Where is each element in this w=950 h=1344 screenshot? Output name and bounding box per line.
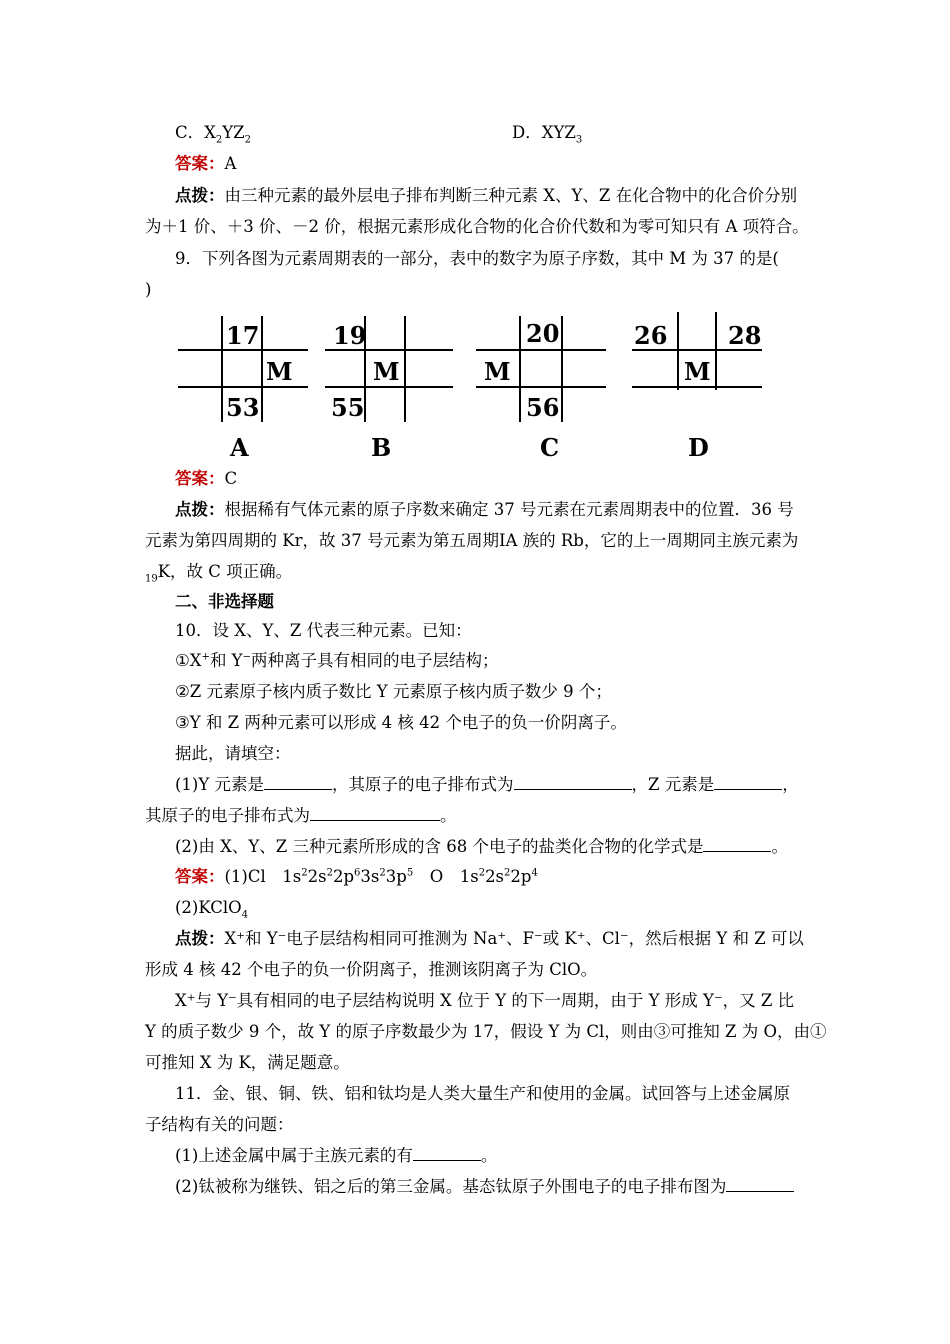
q11-stem-line2: 子结构有关的问题： <box>145 1115 294 1134</box>
q8-hint: 点拨：由三种元素的最外层电子排布判断三种元素 X、Y、Z 在化合物中的化合价分别 <box>175 186 798 205</box>
figure-c <box>476 312 608 466</box>
figure-label: B <box>371 433 392 462</box>
q10-stem: 10．设 X、Y、Z 代表三种元素。已知： <box>175 621 472 640</box>
q10-part2: (2)由 X、Y、Z 三种元素所形成的含 68 个电子的盐类化合物的化学式是 。 <box>175 837 788 856</box>
blank[interactable] <box>264 775 332 790</box>
cell-top-left: 26 <box>634 321 668 350</box>
q11-part2: (2)钛被称为继铁、铝之后的第三金属。基态钛原子外围电子的电子排布图为 <box>175 1176 835 1198</box>
q10-answer2: (2)KClO$_4$ <box>175 898 249 921</box>
q11-stem: 11．金、银、铜、铁、铝和钛均是人类大量生产和使用的金属。试回答与上述金属原 <box>175 1084 790 1103</box>
q10-cond3: ③Y 和 Z 两种元素可以形成 4 核 42 个电子的负一价阴离子。 <box>175 713 627 732</box>
q9-hint-line3: $_{19}$K，故 C 项正确。 <box>145 562 293 585</box>
blank[interactable] <box>726 1177 794 1192</box>
q8-answer: 答案：A <box>175 154 237 173</box>
q10-hint-line4: Y 的质子数少 9 个，故 Y 的原子序数最少为 17，假设 Y 为 Cl，则由③可推知 Z 为 O，由① <box>145 1022 827 1041</box>
figure-a <box>178 312 308 466</box>
figure-b <box>325 312 455 466</box>
figure-label: A <box>230 433 249 462</box>
cell-m: M <box>266 357 293 386</box>
q9-stem: 9．下列各图为元素周期表的一部分，表中的数字为原子序数，其中 M 为 37 的是( <box>175 249 779 268</box>
blank[interactable] <box>310 806 440 821</box>
q10-hint-line5: 可推知 X 为 K，满足题意。 <box>145 1053 350 1072</box>
q10-hint-line3: X⁺与 Y⁻具有相同的电子层结构说明 X 位于 Y 的下一周期，由于 Y 形成 Y⁻，又 Z 比 <box>175 991 795 1010</box>
cell-bottom: 53 <box>226 393 260 422</box>
blank[interactable] <box>413 1146 481 1161</box>
q10-part1: (1)Y 元素是 ，其原子的电子排布式为 ，Z 元素是 ， <box>175 775 799 794</box>
q9-stem-end: ) <box>145 280 152 299</box>
cell-bottom: 55 <box>331 393 365 422</box>
q10-answer: 答案：(1)Cl $1s^22s^22p^63s^23p^5$ O $1s^22s^22p^4$ <box>175 867 538 886</box>
blank[interactable] <box>714 775 782 790</box>
q8-hint-line2: 为＋1 价、＋3 价、－2 价，根据元素形成化合物的化合价代数和为零可知只有 A 项符合。 <box>145 217 809 236</box>
figure-label: D <box>688 433 709 462</box>
cell-top: 19 <box>333 321 367 350</box>
q10-hint-line2: 形成 4 核 42 个电子的负一价阴离子，推测该阴离子为 ClO。 <box>145 960 598 979</box>
cell-bottom: 56 <box>526 393 560 422</box>
q10-cond1: ①X+和 Y−两种离子具有相同的电子层结构； <box>175 651 499 670</box>
cell-top: 17 <box>226 321 260 350</box>
option-d: D．$XYZ_3$ <box>512 123 583 146</box>
cell-top-right: 28 <box>728 321 762 350</box>
cell-top: 20 <box>526 319 560 348</box>
figure-label: C <box>540 433 560 462</box>
section-title: 二、非选择题 <box>175 592 274 611</box>
q9-hint: 点拨：根据稀有气体元素的原子序数来确定 37 号元素在元素周期表中的位置．36 号 <box>175 500 794 519</box>
q9-hint-line2: 元素为第四周期的 Kr，故 37 号元素为第五周期ⅠA 族的 Rb，它的上一周期同主族元素为 <box>145 531 799 550</box>
q9-answer: 答案：C <box>175 469 238 488</box>
blank[interactable] <box>703 837 771 852</box>
figure-d <box>632 312 764 466</box>
q10-hint: 点拨：X⁺和 Y⁻电子层结构相同可推测为 Na⁺、F⁻或 K⁺、Cl⁻，然后根据 Y 和 Z 可以 <box>175 929 804 948</box>
q10-part1-cont: 其原子的电子排布式为 。 <box>145 806 457 825</box>
cell-m: M <box>484 357 511 386</box>
q10-cond2: ②Z 元素原子核内质子数比 Y 元素原子核内质子数少 9 个； <box>175 682 612 701</box>
cell-m: M <box>684 357 711 386</box>
option-c: C．$X_2YZ_2$ <box>175 123 251 146</box>
cell-m: M <box>373 357 400 386</box>
blank[interactable] <box>514 775 632 790</box>
q10-fill-intro: 据此，请填空： <box>175 744 291 763</box>
q11-part1: (1)上述金属中属于主族元素的有 。 <box>175 1146 498 1165</box>
